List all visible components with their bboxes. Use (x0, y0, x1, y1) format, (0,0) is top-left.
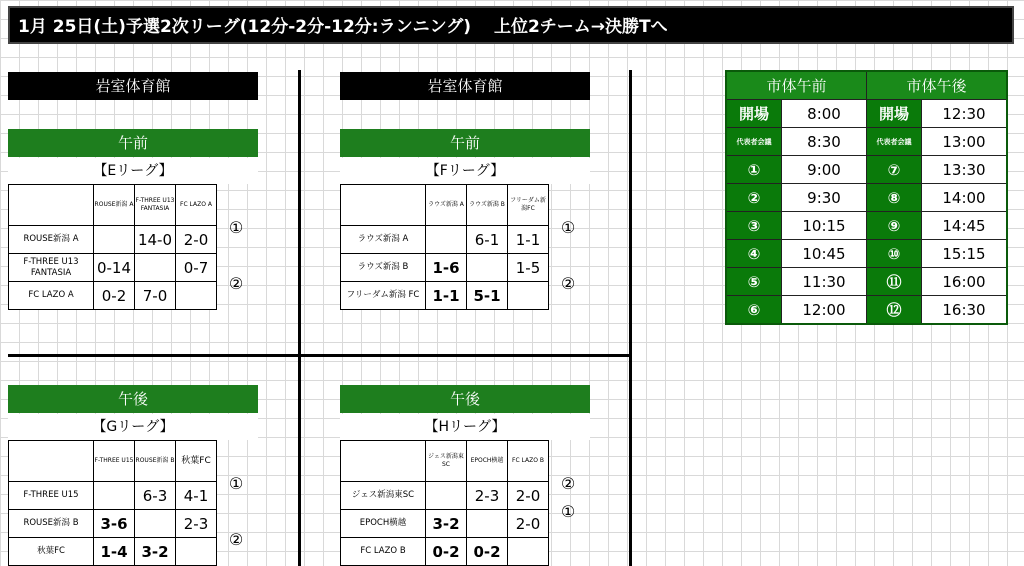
period-label-g: 午後 (8, 385, 258, 413)
table-header-cell: 秋葉FC (176, 441, 217, 482)
score-cell (508, 538, 549, 566)
league-title-f: 【Fリーグ】 (340, 158, 590, 184)
score-cell: 0-2 (426, 538, 467, 566)
rank-mark: ① (228, 218, 244, 237)
score-cell (176, 538, 217, 566)
table-row (341, 510, 549, 538)
league-table-h (340, 440, 549, 566)
table-row (9, 538, 217, 566)
league-table-f (340, 184, 549, 310)
divider-vertical-left (298, 70, 301, 566)
team-name: ROUSE新潟 B (9, 510, 94, 538)
slot-label: ④ (726, 240, 782, 268)
rank-mark: ② (560, 274, 576, 293)
divider-horizontal (8, 354, 632, 357)
timetable-row (726, 128, 1007, 156)
rank-mark: ② (228, 530, 244, 549)
timetable-row (726, 184, 1007, 212)
timetable-row (726, 156, 1007, 184)
timetable-header-am: 市体午前 (726, 71, 867, 100)
slot-label: ⑥ (726, 296, 782, 325)
score-cell: 4-1 (176, 482, 217, 510)
score-cell: 3-2 (426, 510, 467, 538)
score-cell (426, 482, 467, 510)
slot-time: 10:15 (782, 212, 867, 240)
table-corner (341, 185, 426, 226)
slot-time: 8:00 (782, 100, 867, 128)
timetable (725, 70, 1008, 325)
team-name: 秋葉FC (9, 538, 94, 566)
slot-label: ② (726, 184, 782, 212)
timetable-row (726, 212, 1007, 240)
team-name: ROUSE新潟 A (9, 226, 94, 254)
score-cell: 2-0 (508, 510, 549, 538)
rank-mark: ② (228, 274, 244, 293)
venue-label-f: 岩室体育館 (340, 72, 590, 100)
slot-time: 14:00 (922, 184, 1008, 212)
slot-label: ⑫ (867, 296, 922, 325)
team-name: ラウズ新潟 B (341, 254, 426, 282)
divider-vertical-right (629, 70, 632, 566)
score-cell (426, 226, 467, 254)
table-header-cell: EPOCH横越 (467, 441, 508, 482)
table-header-cell: FC LAZO A (176, 185, 217, 226)
slot-label: ⑩ (867, 240, 922, 268)
table-row (9, 510, 217, 538)
table-row (341, 226, 549, 254)
score-cell (508, 282, 549, 310)
score-cell (467, 510, 508, 538)
team-name: FC LAZO B (341, 538, 426, 566)
team-name: ジェス新潟東SC (341, 482, 426, 510)
rank-mark: ① (228, 474, 244, 493)
period-label-h: 午後 (340, 385, 590, 413)
score-cell: 6-1 (467, 226, 508, 254)
table-row (341, 538, 549, 566)
table-row (9, 254, 217, 282)
slot-label: ⑦ (867, 156, 922, 184)
league-title-h: 【Hリーグ】 (340, 414, 590, 440)
score-cell: 1-1 (426, 282, 467, 310)
score-cell (135, 510, 176, 538)
team-name: EPOCH横越 (341, 510, 426, 538)
slot-label: ① (726, 156, 782, 184)
table-row (9, 226, 217, 254)
page-title: 1月 25日(土)予選2次リーグ(12分-2分-12分:ランニング) 上位2チーム→決勝Tへ (8, 6, 1014, 44)
score-cell (135, 254, 176, 282)
slot-time: 12:30 (922, 100, 1008, 128)
rank-mark: ① (560, 502, 576, 521)
slot-time: 9:00 (782, 156, 867, 184)
score-cell: 1-6 (426, 254, 467, 282)
slot-label: ⑤ (726, 268, 782, 296)
slot-time: 8:30 (782, 128, 867, 156)
slot-time: 9:30 (782, 184, 867, 212)
score-cell: 1-5 (508, 254, 549, 282)
slot-time: 13:00 (922, 128, 1008, 156)
table-header-cell: F-THREE U13 FANTASIA (135, 185, 176, 226)
slot-time: 16:30 (922, 296, 1008, 325)
score-cell: 14-0 (135, 226, 176, 254)
period-label-e: 午前 (8, 129, 258, 157)
table-header-cell: フリーダム新潟FC (508, 185, 549, 226)
rank-mark: ① (560, 218, 576, 237)
slot-label: 代表者会議 (726, 128, 782, 156)
slot-time: 15:15 (922, 240, 1008, 268)
slot-time: 10:45 (782, 240, 867, 268)
timetable-row (726, 296, 1007, 325)
score-cell: 1-1 (508, 226, 549, 254)
table-header-cell: ROUSE新潟 A (94, 185, 135, 226)
score-cell: 0-2 (94, 282, 135, 310)
timetable-header-pm: 市体午後 (867, 71, 1008, 100)
period-label-f: 午前 (340, 129, 590, 157)
slot-time: 11:30 (782, 268, 867, 296)
score-cell (467, 254, 508, 282)
table-row (341, 482, 549, 510)
score-cell (176, 282, 217, 310)
team-name: FC LAZO A (9, 282, 94, 310)
team-name: フリーダム新潟 FC (341, 282, 426, 310)
league-title-e: 【Eリーグ】 (8, 158, 258, 184)
team-name: ラウズ新潟 A (341, 226, 426, 254)
score-cell: 2-3 (467, 482, 508, 510)
team-name: F-THREE U15 (9, 482, 94, 510)
table-header-cell: ラウズ新潟 A (426, 185, 467, 226)
slot-time: 14:45 (922, 212, 1008, 240)
timetable-row (726, 268, 1007, 296)
slot-time: 13:30 (922, 156, 1008, 184)
slot-time: 12:00 (782, 296, 867, 325)
table-header-cell: ROUSE新潟 B (135, 441, 176, 482)
slot-label: ③ (726, 212, 782, 240)
slot-label: 開場 (867, 100, 922, 128)
score-cell (94, 226, 135, 254)
slot-label: ⑪ (867, 268, 922, 296)
timetable-row (726, 240, 1007, 268)
slot-label: ⑨ (867, 212, 922, 240)
table-row (9, 482, 217, 510)
score-cell: 2-0 (176, 226, 217, 254)
score-cell: 2-3 (176, 510, 217, 538)
table-row (341, 254, 549, 282)
table-header-cell: F-THREE U15 (94, 441, 135, 482)
table-header-cell: ラウズ新潟 B (467, 185, 508, 226)
table-corner (9, 441, 94, 482)
score-cell: 6-3 (135, 482, 176, 510)
league-table-e (8, 184, 217, 310)
slot-label: 開場 (726, 100, 782, 128)
table-corner (341, 441, 426, 482)
team-name: F-THREE U13 FANTASIA (9, 254, 94, 282)
score-cell: 5-1 (467, 282, 508, 310)
score-cell: 7-0 (135, 282, 176, 310)
slot-time: 16:00 (922, 268, 1008, 296)
score-cell: 0-2 (467, 538, 508, 566)
score-cell: 3-6 (94, 510, 135, 538)
rank-mark: ② (560, 474, 576, 493)
slot-label: ⑧ (867, 184, 922, 212)
score-cell: 0-7 (176, 254, 217, 282)
score-cell: 2-0 (508, 482, 549, 510)
score-cell: 1-4 (94, 538, 135, 566)
score-cell: 0-14 (94, 254, 135, 282)
table-corner (9, 185, 94, 226)
score-cell: 3-2 (135, 538, 176, 566)
league-table-g (8, 440, 217, 566)
table-header-cell: ジェス新潟東SC (426, 441, 467, 482)
table-row (9, 282, 217, 310)
table-header-cell: FC LAZO B (508, 441, 549, 482)
slot-label: 代表者会議 (867, 128, 922, 156)
timetable-row (726, 100, 1007, 128)
table-row (341, 282, 549, 310)
league-title-g: 【Gリーグ】 (8, 414, 258, 440)
score-cell (94, 482, 135, 510)
venue-label-e: 岩室体育館 (8, 72, 258, 100)
